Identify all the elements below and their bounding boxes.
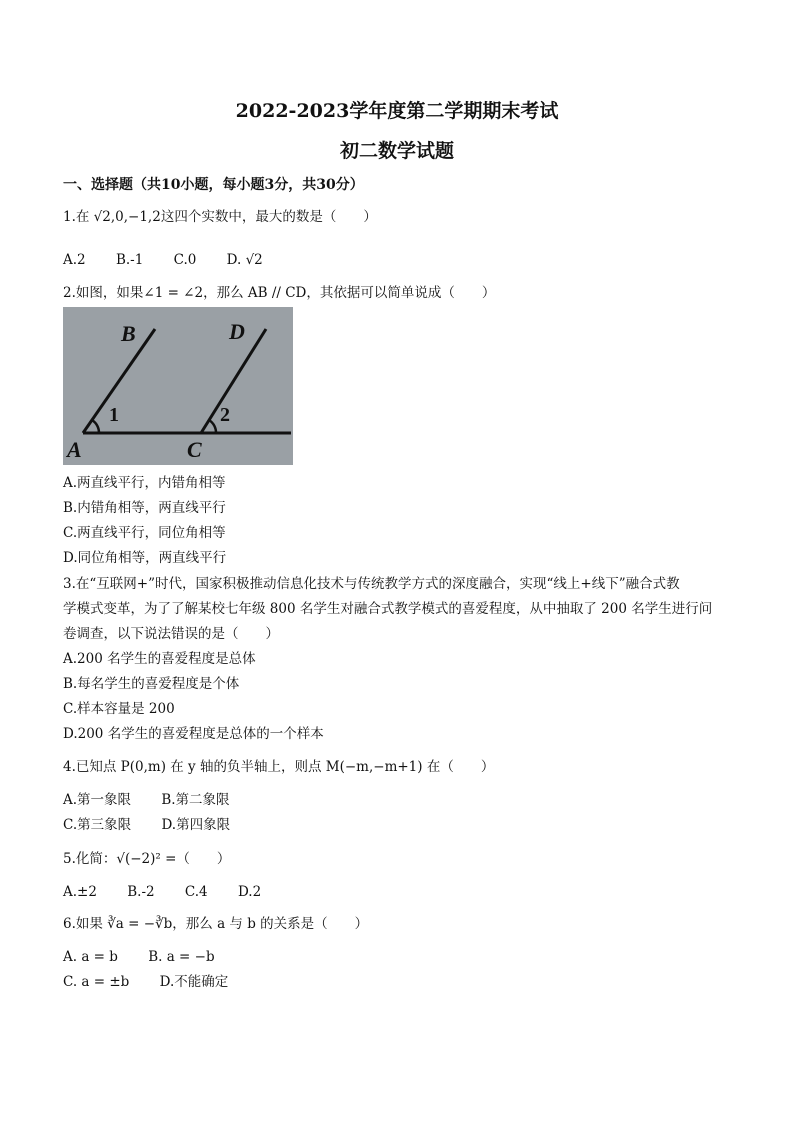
option-d: D.不能确定 (159, 974, 229, 990)
question-1-options (63, 251, 289, 269)
option-c: C. a = ±b (63, 974, 130, 990)
label-angle-2: 2 (220, 404, 230, 426)
exam-subtitle: 初二数学试题 (339, 140, 454, 162)
option-d: D. √2 (226, 252, 263, 268)
option-d: D.第四象限 (161, 817, 231, 833)
question-4-options-row-1 (63, 791, 256, 809)
question-2-option-d: D.同位角相等，两直线平行 (63, 550, 227, 566)
option-a: A. a = b (63, 949, 118, 965)
question-6-stem: 6.如果 ∛a = −∛b，那么 a 与 b 的关系是（ ） (63, 916, 369, 932)
option-c: C.第三象限 (63, 817, 132, 833)
question-3-option-b: B.每名学生的喜爱程度是个体 (63, 676, 240, 692)
option-c: C.0 (173, 252, 197, 268)
option-c: C.4 (184, 884, 208, 900)
question-3-stem-line-3: 卷调查，以下说法错误的是（ ） (63, 626, 279, 642)
label-a: A (67, 437, 82, 462)
question-1-stem: 1.在 √2,0,−1,2这四个实数中，最大的数是（ ） (63, 209, 377, 225)
exam-title: 2022-2023学年度第二学期期末考试 (235, 100, 559, 122)
question-5-options (63, 883, 287, 901)
question-3-option-a: A.200 名学生的喜爱程度是总体 (63, 651, 256, 667)
question-6-options-row-2 (63, 973, 254, 991)
question-2-option-c: C.两直线平行，同位角相等 (63, 525, 226, 541)
option-b: B.-1 (115, 252, 144, 268)
label-d: D (229, 319, 245, 344)
option-d: D.2 (237, 884, 262, 900)
geometry-figure (63, 307, 293, 465)
question-2-option-a: A.两直线平行，内错角相等 (63, 475, 226, 491)
question-4-stem: 4.已知点 P(0,m) 在 y 轴的负半轴上，则点 M(−m,−m+1) 在（ ） (63, 759, 495, 775)
question-3-stem-line-1: 3.在“互联网+”时代，国家积极推动信息化技术与传统教学方式的深度融合，实现“线上+线下”融合式教 (63, 576, 680, 592)
question-2-stem: 2.如图，如果∠1 = ∠2，那么 AB // CD，其依据可以简单说成（ ） (63, 285, 496, 301)
option-b: B.-2 (127, 884, 155, 900)
question-5-stem: 5.化简：√(−2)² =（ ） (63, 851, 231, 867)
question-6-options-row-1 (63, 948, 241, 966)
question-3-option-c: C.样本容量是 200 (63, 701, 175, 717)
option-b: B. a = −b (148, 949, 215, 965)
section-heading: 一、选择题（共10小题，每小题3分，共30分） (63, 177, 364, 193)
question-3-option-d: D.200 名学生的喜爱程度是总体的一个样本 (63, 726, 324, 742)
question-3-stem-line-2: 学模式变革，为了了解某校七年级 800 名学生对融合式教学模式的喜爱程度，从中抽取了 200 名学生进行问 (63, 601, 713, 617)
label-angle-1: 1 (109, 404, 119, 426)
question-2-option-b: B.内错角相等，两直线平行 (63, 500, 226, 516)
option-a: A.2 (63, 252, 86, 268)
label-b: B (121, 321, 136, 346)
option-b: B.第二象限 (161, 792, 230, 808)
question-4-options-row-2 (63, 816, 256, 834)
option-a: A.第一象限 (63, 792, 132, 808)
option-a: A.±2 (63, 884, 97, 900)
parallel-lines-diagram (63, 307, 293, 465)
label-c: C (187, 437, 202, 462)
